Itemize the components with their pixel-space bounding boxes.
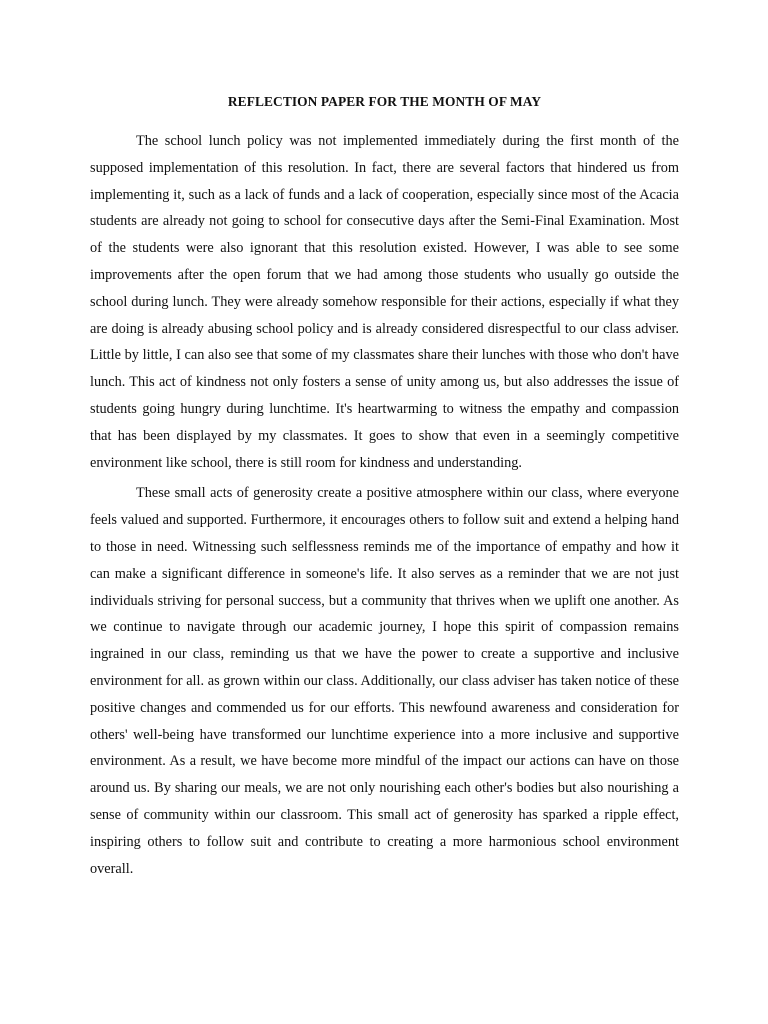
- paragraph-2: These small acts of generosity create a positive atmosphere within our class, where everyone feels valued and supported. Furthermore, it encourages others to follow suit and extend a helping hand to those in need. Witnessing such selflessness reminds me of the importance of empathy and how it can make a significant difference in someone's life. It also serves as a reminder that we are not just individuals striving for personal success, but a community that thrives when we uplift one another. As we continue to navigate through our academic journey, I hope this spirit of compassion remains ingrained in our class, reminding us that we have the power to create a supportive and inclusive environment for all. as grown within our class. Additionally, our class adviser has taken notice of these positive changes and commended us for our efforts. This newfound awareness and consideration for others' well-being have transformed our lunchtime experience into a more inclusive and supportive environment. As a result, we have become more mindful of the impact our actions can have on those around us. By sharing our meals, we are not only nourishing each other's bodies but also nourishing a sense of community within our classroom. This small act of generosity has sparked a ripple effect, inspiring others to follow suit and contribute to creating a more harmonious school environment overall.: [90, 485, 679, 877]
- document-title: REFLECTION PAPER FOR THE MONTH OF MAY: [227, 94, 542, 109]
- paragraph-1: The school lunch policy was not implemented immediately during the first month of the supposed implementation of this resolution. In fact, there are several factors that hindered us from implementing it, such as a lack of funds and a lack of cooperation, especially since most of the Acacia students are already not going to school for consecutive days after the Semi-Final Examination. Most of the students were also ignorant that this resolution existed. However, I was able to see some improvements after the open forum that we had among those students who usually go outside the school during lunch. They were already somehow responsible for their actions, especially if what they are doing is already abusing school policy and is already considered disrespectful to our class adviser. Little by little, I can also see that some of my classmates share their lunches with those who don't have lunch. This act of kindness not only fosters a sense of unity among us, but also addresses the issue of students going hungry during lunchtime. It's heartwarming to witness the empathy and compassion that has been displayed by my classmates. It goes to show that even in a seemingly competitive environment like school, there is still room for kindness and understanding.: [90, 133, 679, 471]
